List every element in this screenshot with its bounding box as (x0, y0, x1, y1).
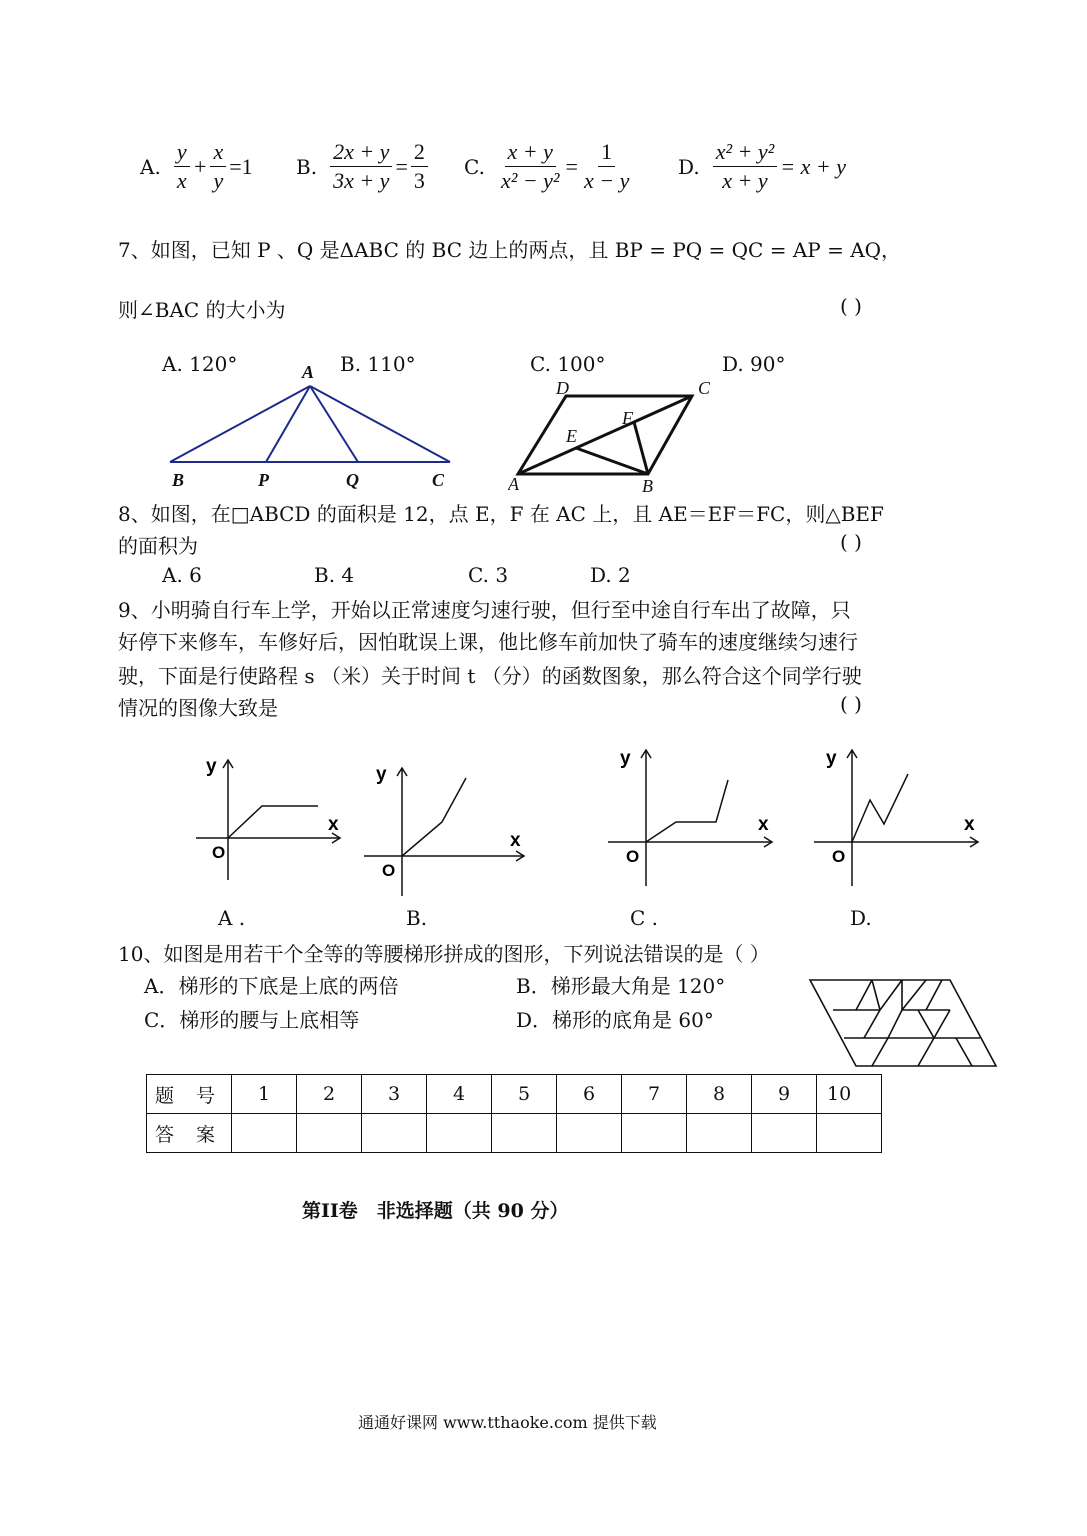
q8-answer-paren: ( ) (840, 530, 862, 554)
q9-graph-d (812, 742, 984, 890)
answer-cell[interactable] (232, 1114, 297, 1153)
number-cell: 7 (622, 1075, 687, 1114)
label-a: A (508, 474, 519, 494)
graph-c-curve (646, 780, 728, 842)
number-cell: 4 (427, 1075, 492, 1114)
svg-text:y: y (620, 748, 631, 769)
svg-text:O: O (382, 861, 396, 880)
answer-cell[interactable] (492, 1114, 557, 1153)
svg-text:x: x (328, 814, 339, 835)
q8-stem-line1: 8、如图，在□ABCD 的面积是 12，点 E，F 在 AC 上，且 AE＝EF＝FC，则△BEF (118, 502, 884, 526)
q8-stem-line2: 的面积为 (118, 534, 198, 558)
q7-answer-paren: ( ) (840, 294, 862, 318)
svg-text:x: x (510, 830, 521, 851)
footer: 通通好课网 www.tthaoke.com 提供下载 (358, 1413, 657, 1432)
answer-table-answer-row (147, 1114, 882, 1153)
label-b: B (172, 470, 185, 490)
q7-stem-line1: 7、如图，已知 P 、Q 是ΔABC 的 BC 边上的两点，且 BP = PQ = QC = AP = AQ， (118, 238, 902, 262)
q9-graph-b-label: B. (406, 906, 428, 930)
segment-aq (310, 386, 358, 462)
q6-option-c: C. $\frac{x + y}{\text{x² − y²}}$ = $\frac{1}{x - y}$ (464, 139, 630, 193)
q8-parallelogram-figure (508, 372, 723, 497)
q10-option-d: D．梯形的底角是 60° (516, 1008, 714, 1032)
q7-triangle-figure (160, 360, 460, 495)
q9-graph-a (190, 750, 350, 890)
label-b: B (642, 476, 653, 496)
svg-text:O: O (212, 843, 226, 862)
q10-trapezoid-figure (806, 972, 1002, 1072)
label-p: P (258, 470, 269, 490)
q9-graph-b (362, 760, 532, 900)
number-cell: 6 (557, 1075, 622, 1114)
number-cell: 8 (687, 1075, 752, 1114)
q9-stem-line4: 情况的图像大致是 (118, 696, 278, 720)
q7-option-b: B. 110° (340, 352, 416, 376)
label-c: C (698, 378, 711, 398)
row-head-answer: 答 案 (147, 1114, 232, 1153)
q9-graph-c (606, 742, 781, 890)
svg-text:x: x (758, 814, 769, 835)
q9-stem-line2: 好停下来修车，车修好后，因怕耽误上课，他比修车前加快了骑车的速度继续匀速行 (118, 630, 858, 654)
q7-option-d: D. 90° (722, 352, 786, 376)
label-e: E (566, 426, 577, 446)
answer-cell[interactable] (687, 1114, 752, 1153)
answer-cell[interactable] (622, 1114, 687, 1153)
number-cell: 9 (752, 1075, 817, 1114)
q10-option-a: A．梯形的下底是上底的两倍 (144, 974, 399, 998)
outer-parallelogram (810, 980, 996, 1066)
svg-text:y: y (826, 748, 837, 769)
q9-answer-paren: ( ) (840, 692, 862, 716)
segment-be (576, 448, 648, 474)
segment-bf (634, 422, 648, 474)
answer-cell[interactable] (557, 1114, 622, 1153)
answer-cell[interactable] (297, 1114, 362, 1153)
number-cell: 3 (362, 1075, 427, 1114)
answer-table (146, 1074, 882, 1153)
number-cell: 2 (297, 1075, 362, 1114)
q9-stem-line3: 驶，下面是行使路程 s （米）关于时间 t （分）的函数图象，那么符合这个同学行驶 (118, 664, 862, 688)
answer-cell[interactable] (362, 1114, 427, 1153)
svg-text:x: x (964, 814, 975, 835)
answer-cell[interactable] (817, 1114, 882, 1153)
answer-cell[interactable] (752, 1114, 817, 1153)
svg-text:y: y (206, 756, 217, 777)
q6-option-a: A. $\frac{y}{x}$ + $\frac{x}{y}$ =1 (140, 139, 253, 193)
q7-stem-line2: 则∠BAC 的大小为 (118, 298, 286, 322)
label-q: Q (346, 470, 359, 490)
svg-text:y: y (376, 764, 387, 785)
q10-option-c: C．梯形的腰与上底相等 (144, 1008, 360, 1032)
q7-option-a: A. 120° (162, 352, 238, 376)
q9-graph-d-label: D. (850, 906, 872, 930)
q9-graph-c-label: C . (630, 906, 659, 930)
q9-stem-line1: 9、小明骑自行车上学，开始以正常速度匀速行驶，但行至中途自行车出了故障，只 (118, 598, 851, 622)
svg-text:O: O (832, 847, 846, 866)
answer-cell[interactable] (427, 1114, 492, 1153)
q10-stem: 10、如图是用若干个全等的等腰梯形拼成的图形，下列说法错误的是（ ） (118, 942, 770, 966)
row-head-number: 题 号 (147, 1075, 232, 1114)
q9-graph-a-label: A . (218, 906, 246, 930)
graph-d-curve (852, 774, 908, 842)
q8-option-b: B. 4 (314, 563, 355, 587)
q6-option-b: B. $\frac{2x + y}{3x + y}$ = $\frac{2}{3}$ (296, 138, 431, 195)
graph-b-curve (402, 778, 466, 856)
label-a: A (302, 362, 315, 382)
svg-text:O: O (626, 847, 640, 866)
section-title: 第II卷 非选择题（共 90 分） (302, 1200, 569, 1222)
answer-table-number-row (147, 1075, 882, 1114)
q8-option-c: C. 3 (468, 563, 509, 587)
q10-option-b: B．梯形最大角是 120° (516, 974, 726, 998)
q8-option-a: A. 6 (162, 563, 202, 587)
q8-option-d: D. 2 (590, 563, 631, 587)
segment-ac (310, 386, 450, 462)
label-c: C (432, 470, 445, 490)
q6-option-d: D. $\frac{\text{x² + y²}}{x + y}$ = x + y (678, 139, 846, 193)
label-d: D (556, 378, 569, 398)
number-cell: 10 (817, 1075, 882, 1114)
number-cell: 1 (232, 1075, 297, 1114)
label-f: F (622, 408, 633, 428)
q7-option-c: C. 100° (530, 352, 606, 376)
number-cell: 5 (492, 1075, 557, 1114)
graph-a-curve (228, 806, 318, 838)
diagonal-ac (518, 396, 692, 474)
